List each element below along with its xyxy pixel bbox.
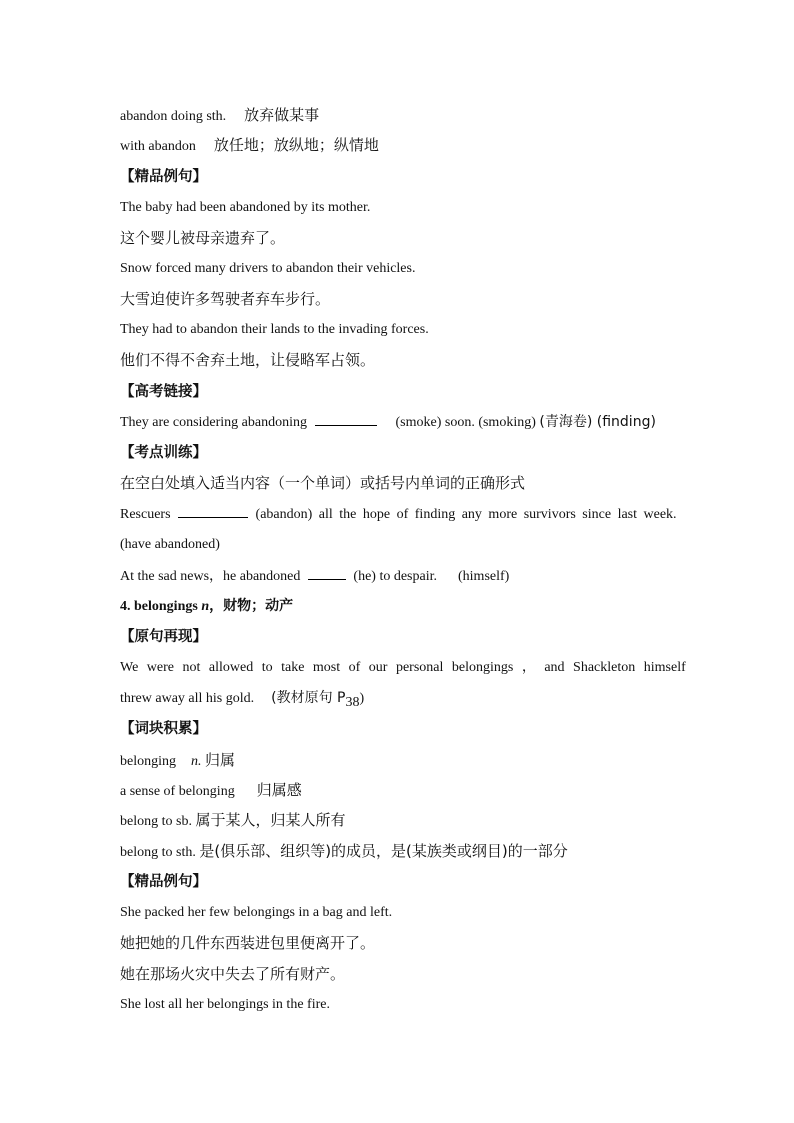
original-sentence-line2: threw away all his gold. (教材原句 $P_{38}$) [120, 690, 365, 710]
training-question-1: Rescuers (abandon) all the hope of finding any more survivors since last week. [120, 507, 677, 522]
section-heading-gaokao: 【高考链接】 [120, 384, 207, 400]
example-sentence-zh: 他们不得不舍弃土地，让侵略军占领。 [120, 351, 376, 369]
training-question-2: At the sad news，he abandoned (he) to despair. (himself) [120, 569, 510, 584]
training-instruction: 在空白处填入适当内容（一个单词）或括号内单词的正确形式 [120, 474, 526, 492]
vocab-phrase: belong to sb. 属于某人，归某人所有 [120, 811, 346, 829]
example-sentence-zh: 这个婴儿被母亲遗弃了。 [120, 229, 286, 247]
example-sentence-en: She packed her few belongings in a bag and left. [120, 905, 393, 920]
example-sentence-en: Snow forced many drivers to abandon their vehicles. [120, 261, 416, 276]
section-heading-original: 【原句再现】 [120, 629, 207, 645]
example-sentence-zh: 大雪迫使许多驾驶者弃车步行。 [120, 290, 331, 308]
example-sentence-en: The baby had been abandoned by its mother. [120, 200, 371, 215]
vocab-phrase: a sense of belonging 归属感 [120, 781, 302, 799]
vocab-phrase: belonging n. 归属 [120, 751, 236, 769]
section-heading-vocab: 【词块积累】 [120, 721, 207, 737]
original-sentence-line1: We were not allowed to take most of our personal belongings ， and Shackleton himself [120, 660, 686, 675]
section-heading-training: 【考点训练】 [120, 445, 207, 461]
example-sentence-zh: 她把她的几件东西装进包里便离开了。 [120, 934, 376, 952]
example-sentence-zh: 她在那场火灾中失去了所有财产。 [120, 965, 346, 983]
phrase-with-abandon: with abandon 放任地；放纵地；纵情地 [120, 136, 379, 154]
example-sentence-en: They had to abandon their lands to the invading forces. [120, 322, 429, 337]
gaokao-question: They are considering abandoning (smoke) soon. (smoking) (青海卷) (finding) [120, 414, 656, 430]
section-heading-examples: 【精品例句】 [120, 874, 207, 890]
training-answer-1: (have abandoned) [120, 537, 220, 552]
answer-blank[interactable] [308, 567, 346, 580]
section-heading-examples: 【精品例句】 [120, 169, 207, 185]
vocab-phrase: belong to sth. 是(俱乐部、组织等)的成员，是(某族类或纲目)的一部分 [120, 842, 568, 860]
phrase-abandon-doing: abandon doing sth. 放弃做某事 [120, 106, 320, 124]
answer-blank[interactable] [178, 505, 248, 518]
answer-blank[interactable] [315, 413, 377, 426]
example-sentence-en: She lost all her belongings in the fire. [120, 997, 330, 1012]
vocab-item-heading: 4. belongings n，财物；动产 [120, 598, 294, 614]
